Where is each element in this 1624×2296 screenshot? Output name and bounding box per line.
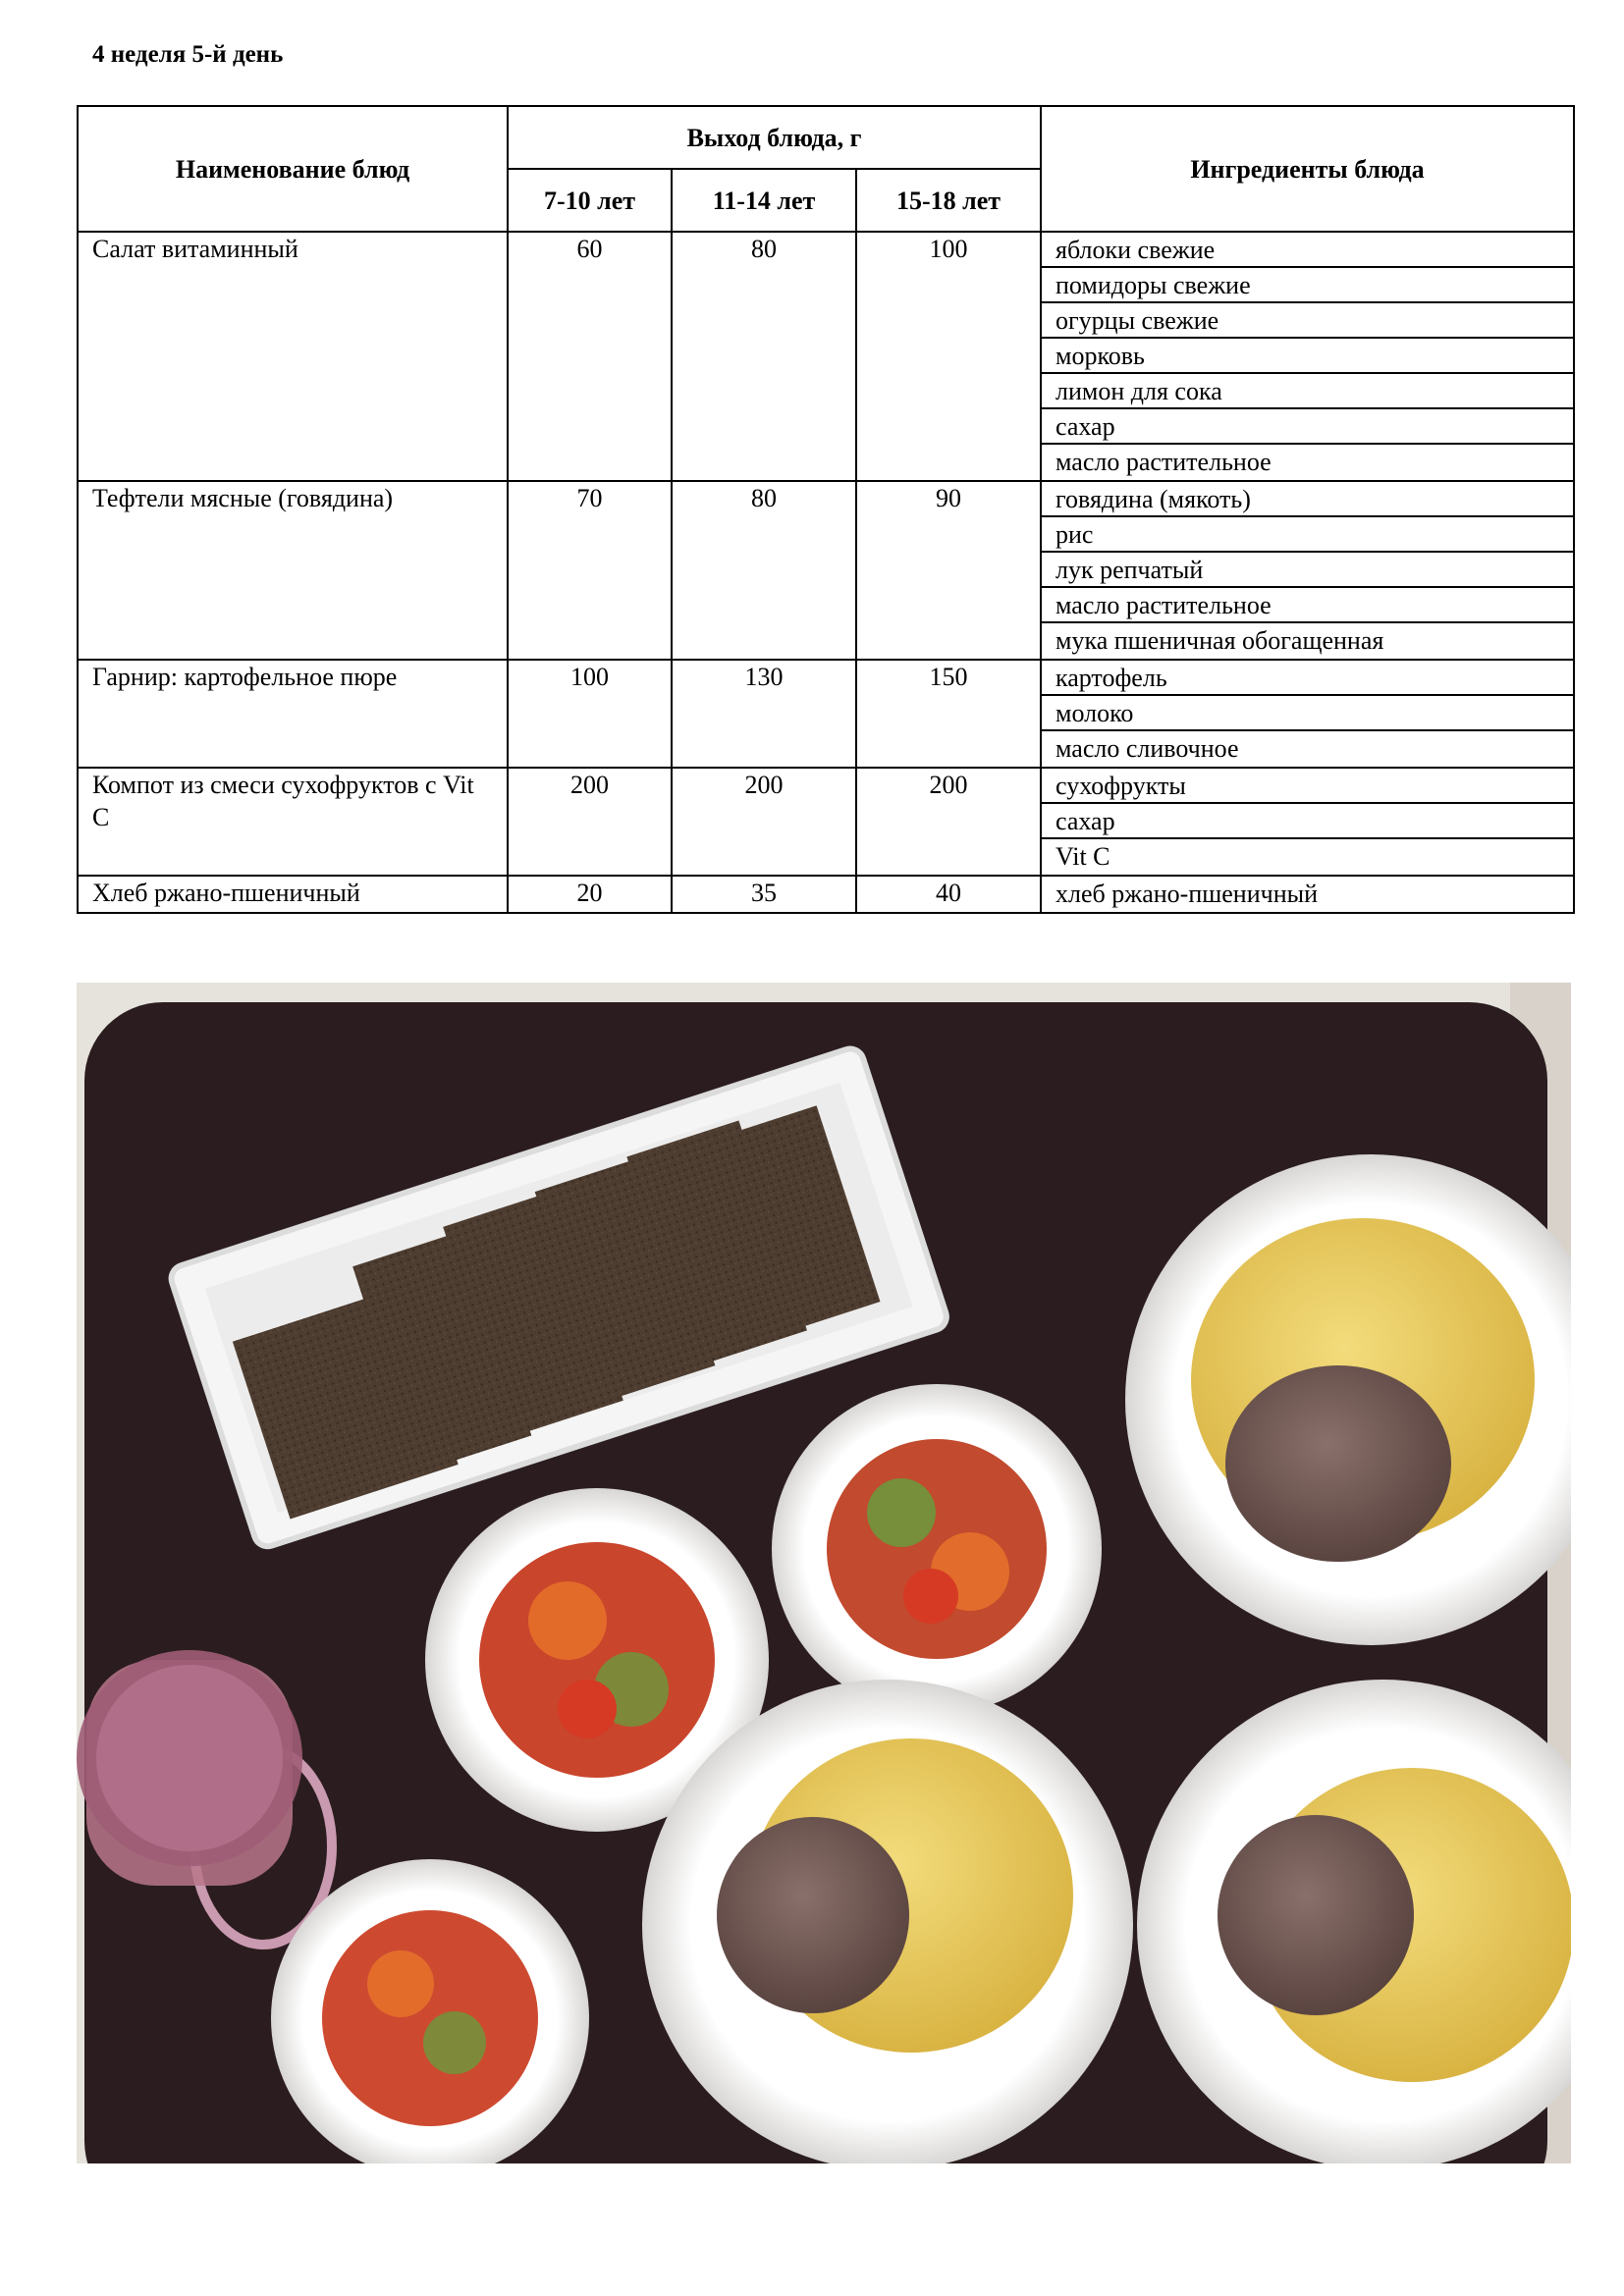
header-age-7-10: 7-10 лет	[508, 169, 672, 232]
ingredient-item: хлеб ржано-пшеничный	[1056, 880, 1318, 908]
ingredients-cell	[1041, 768, 1574, 876]
ingredient-item: масло растительное	[1042, 588, 1573, 623]
meatball	[1225, 1365, 1451, 1562]
dish-name: Салат витаминный	[78, 232, 508, 481]
ingredient-item: масло растительное	[1056, 448, 1272, 476]
header-ingredients: Ингредиенты блюда	[1041, 106, 1574, 232]
meatball	[717, 1817, 909, 2013]
ingredient-item: мука пшеничная обогащенная	[1056, 626, 1384, 655]
salad-bowl	[271, 1859, 589, 2163]
ingredient-item: сахар	[1042, 409, 1573, 445]
meatball	[1218, 1815, 1414, 2015]
header-dish-name: Наименование блюд	[78, 106, 508, 232]
ingredients-cell	[1041, 876, 1574, 913]
output-15-18: 100	[856, 232, 1041, 481]
output-11-14: 200	[672, 768, 856, 876]
ingredient-item: яблоки свежие	[1042, 233, 1573, 268]
ingredient-item: Vit C	[1056, 842, 1110, 871]
menu-table	[77, 105, 1575, 914]
table-row	[78, 660, 1574, 768]
output-7-10: 60	[508, 232, 672, 481]
dish-name: Тефтели мясные (говядина)	[78, 481, 508, 660]
header-age-11-14: 11-14 лет	[672, 169, 856, 232]
ingredient-item: сухофрукты	[1042, 769, 1573, 804]
ingredients-cell	[1041, 481, 1574, 660]
page-title: 4 неделя 5-й день	[92, 41, 284, 68]
output-7-10: 100	[508, 660, 672, 768]
header-output: Выход блюда, г	[508, 106, 1041, 169]
salad-bowl	[772, 1384, 1102, 1714]
output-11-14: 80	[672, 232, 856, 481]
meal-tray-photo	[77, 983, 1571, 2163]
ingredient-item: говядина (мякоть)	[1042, 482, 1573, 517]
ingredient-item: лимон для сока	[1042, 374, 1573, 409]
output-7-10: 200	[508, 768, 672, 876]
ingredients-cell	[1041, 232, 1574, 481]
ingredient-item: морковь	[1042, 339, 1573, 374]
main-plate	[642, 1680, 1133, 2163]
ingredient-item: рис	[1042, 517, 1573, 553]
ingredient-item: огурцы свежие	[1042, 303, 1573, 339]
ingredients-cell	[1041, 660, 1574, 768]
table-row	[78, 768, 1574, 876]
ingredient-item: сахар	[1042, 804, 1573, 839]
output-11-14: 80	[672, 481, 856, 660]
output-15-18: 40	[856, 876, 1041, 913]
table-row	[78, 481, 1574, 660]
output-15-18: 90	[856, 481, 1041, 660]
dish-name: Гарнир: картофельное пюре	[78, 660, 508, 768]
dish-name: Хлеб ржано-пшеничный	[78, 876, 508, 913]
output-15-18: 150	[856, 660, 1041, 768]
output-7-10: 20	[508, 876, 672, 913]
ingredient-item: масло сливочное	[1056, 734, 1239, 763]
dish-name: Компот из смеси сухофруктов с Vit C	[78, 768, 508, 876]
output-11-14: 130	[672, 660, 856, 768]
ingredient-item: лук репчатый	[1042, 553, 1573, 588]
output-11-14: 35	[672, 876, 856, 913]
output-15-18: 200	[856, 768, 1041, 876]
table-row	[78, 876, 1574, 913]
output-7-10: 70	[508, 481, 672, 660]
table-row	[78, 232, 1574, 481]
ingredient-item: картофель	[1042, 661, 1573, 696]
ingredient-item: молоко	[1042, 696, 1573, 731]
ingredient-item: помидоры свежие	[1042, 268, 1573, 303]
header-age-15-18: 15-18 лет	[856, 169, 1041, 232]
